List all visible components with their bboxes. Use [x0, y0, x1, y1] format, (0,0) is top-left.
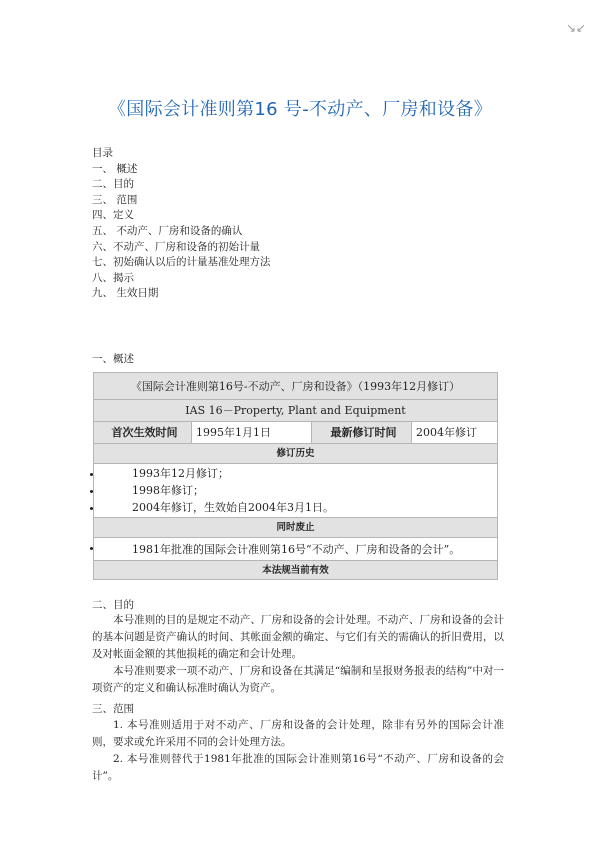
bullet-icon	[90, 507, 93, 510]
collapse-arrows-icon[interactable]: ↘↙	[566, 21, 587, 35]
superseded-header: 同时废止	[94, 518, 497, 538]
toc-item[interactable]: 一、 概述	[92, 162, 138, 175]
bullet-icon	[90, 547, 93, 550]
revised-value: 2004年修订	[416, 426, 477, 439]
bullet-icon	[90, 490, 93, 493]
table-title: 《国际会计准则第16号-不动产、厂房和设备》（1993年12月修订）	[94, 373, 497, 400]
history-header: 修订历史	[94, 444, 497, 464]
effective-value: 1995年1月1日	[192, 422, 312, 443]
toc-item[interactable]: 六、不动产、厂房和设备的初始计量	[92, 240, 260, 253]
purpose-paragraphs	[92, 612, 504, 697]
scope-paragraphs	[92, 717, 504, 785]
valid-status-header: 本法规当前有效	[94, 561, 497, 580]
toc-item[interactable]: 四、定义	[92, 209, 134, 222]
section-heading-overview: 一、概述	[92, 353, 134, 365]
toc-item[interactable]: 二、目的	[92, 178, 134, 191]
toc-item[interactable]: 九、 生效日期	[92, 287, 159, 300]
paragraph: 本号准则的目的是规定不动产、厂房和设备的会计处理。不动产、厂房和设备的会计的基本问题是资产确认的时间、其帐面金额的确定、与它们有关的需确认的折旧费用，以及对帐面金额的其他损耗的确定和会计处理。	[92, 614, 504, 660]
toc-item[interactable]: 三、 范围	[92, 193, 138, 206]
paragraph: 1. 本号准则适用于对不动产、厂房和设备的会计处理，除非有另外的国际会计准则，要求或允许采用不同的会计处理方法。	[92, 719, 504, 748]
history-list	[94, 464, 497, 518]
dates-row	[94, 422, 497, 444]
toc-item[interactable]: 五、 不动产、厂房和设备的确认	[92, 224, 243, 237]
section-heading-scope: 三、范围	[92, 703, 134, 715]
toc-item[interactable]: 八、揭示	[92, 271, 134, 284]
standard-info-table	[93, 372, 498, 580]
list-item: 1998年修订；	[132, 484, 204, 497]
list-item: 1993年12月修订；	[132, 467, 229, 480]
toc-heading: 目录	[92, 147, 113, 159]
list-item: 2004年修订，生效始自2004年3月1日。	[132, 501, 334, 514]
superseded-list	[94, 538, 497, 561]
section-heading-purpose: 二、目的	[92, 599, 134, 611]
bullet-icon	[90, 473, 93, 476]
page-title: 《国际会计准则第16 号-不动产、厂房和设备》	[107, 99, 493, 120]
revised-label: 最新修订时间	[312, 422, 412, 443]
paragraph: 本号准则要求一项不动产、厂房和设备在其满足“编制和呈报财务报表的结构”中对一项资产的定义和确认标准时确认为资产。	[92, 665, 504, 694]
table-subtitle: IAS 16－Property, Plant and Equipment	[94, 400, 497, 422]
paragraph: 2. 本号准则替代于1981年批准的国际会计准则第16号“不动产、厂房和设备的会计”。	[92, 753, 504, 782]
list-item: 1981年批准的国际会计准则第16号“不动产、厂房和设备的会计”。	[132, 543, 461, 556]
table-of-contents	[92, 146, 271, 302]
toc-item[interactable]: 七、初始确认以后的计量基准处理方法	[92, 256, 271, 269]
effective-label: 首次生效时间	[94, 422, 192, 443]
